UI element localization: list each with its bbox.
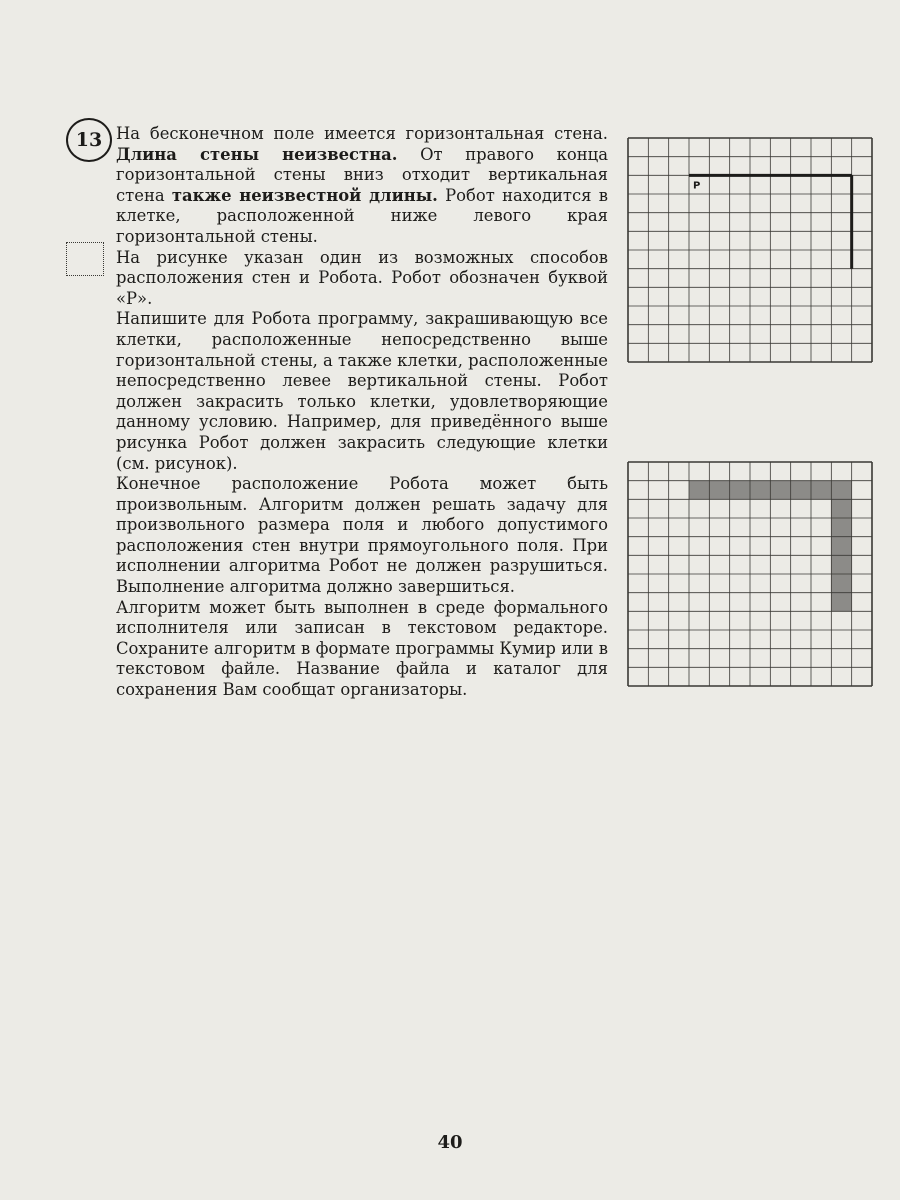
shaded-cell xyxy=(831,574,851,593)
robot-field-figure xyxy=(626,136,874,364)
task-paragraph xyxy=(116,124,608,248)
shaded-cell xyxy=(709,481,729,500)
bold-text: также неизвестной длины. xyxy=(171,185,438,205)
answer-checkbox[interactable] xyxy=(66,242,104,276)
painted-cells-figure xyxy=(626,460,874,688)
shaded-cell xyxy=(730,481,750,500)
shaded-cell xyxy=(811,481,831,500)
text-segment: Напишите для Робота программу, закрашивающую все клетки, расположенные непосредственно выше горизонтальной стены, а также клетки, расположенные непосредственно левее вертикальной стены. Робот должен закрасить только клетки, удовлетворяющие данному условию. Например, для приведённого выше рисунка Робот должен закрасить следующие клетки (см. рисунок). xyxy=(116,309,608,473)
text-segment: На рисунке указан один из возможных способов расположения стен и Робота. Робот обозначен буквой «Р». xyxy=(116,247,608,308)
shaded-cell xyxy=(770,481,790,500)
robot-label: Р xyxy=(693,180,701,192)
robot-field-grid xyxy=(626,136,874,364)
shaded-cell xyxy=(831,537,851,556)
bold-text: Длина стены неизвестна. xyxy=(116,144,398,164)
text-segment: Алгоритм может быть выполнен в среде формального исполнителя или записан в текстовом редакторе. Сохраните алгоритм в формате программы Кумир или в текстовом файле. Название файла и каталог для сохранения Вам сообщат организаторы. xyxy=(116,597,608,700)
text-segment: Конечное расположение Робота может быть произвольным. Алгоритм должен решать задачу для произвольного размера поля и любого допустимого расположения стен внутри прямоугольного поля. При исполнении алгоритма Робот не должен разрушиться. Выполнение алгоритма должно завершиться. xyxy=(116,474,608,597)
task-number-circle: 13 xyxy=(66,118,112,162)
shaded-cell xyxy=(750,481,770,500)
shaded-cell xyxy=(689,481,709,500)
task-paragraph xyxy=(116,474,608,598)
text-segment: От правого конца горизонтальной стены вниз отходит вертикальная стена xyxy=(116,144,608,205)
task-text xyxy=(116,124,608,701)
shaded-cell xyxy=(831,499,851,518)
text-segment: Робот находится в клетке, расположенной ниже левого края горизонтальной стены. xyxy=(116,185,608,246)
shaded-cell xyxy=(831,593,851,612)
shaded-cell xyxy=(831,481,851,500)
task-paragraph xyxy=(116,309,608,474)
text-segment: На бесконечном поле имеется горизонтальная стена. xyxy=(116,124,608,143)
shaded-cell xyxy=(791,481,811,500)
page-number: 40 xyxy=(437,1132,463,1153)
grid-lines xyxy=(628,138,872,362)
shaded-cell xyxy=(831,555,851,574)
shaded-cell xyxy=(831,518,851,537)
task-paragraph xyxy=(116,248,608,310)
painted-cells-grid xyxy=(626,460,874,688)
task-paragraph xyxy=(116,598,608,701)
